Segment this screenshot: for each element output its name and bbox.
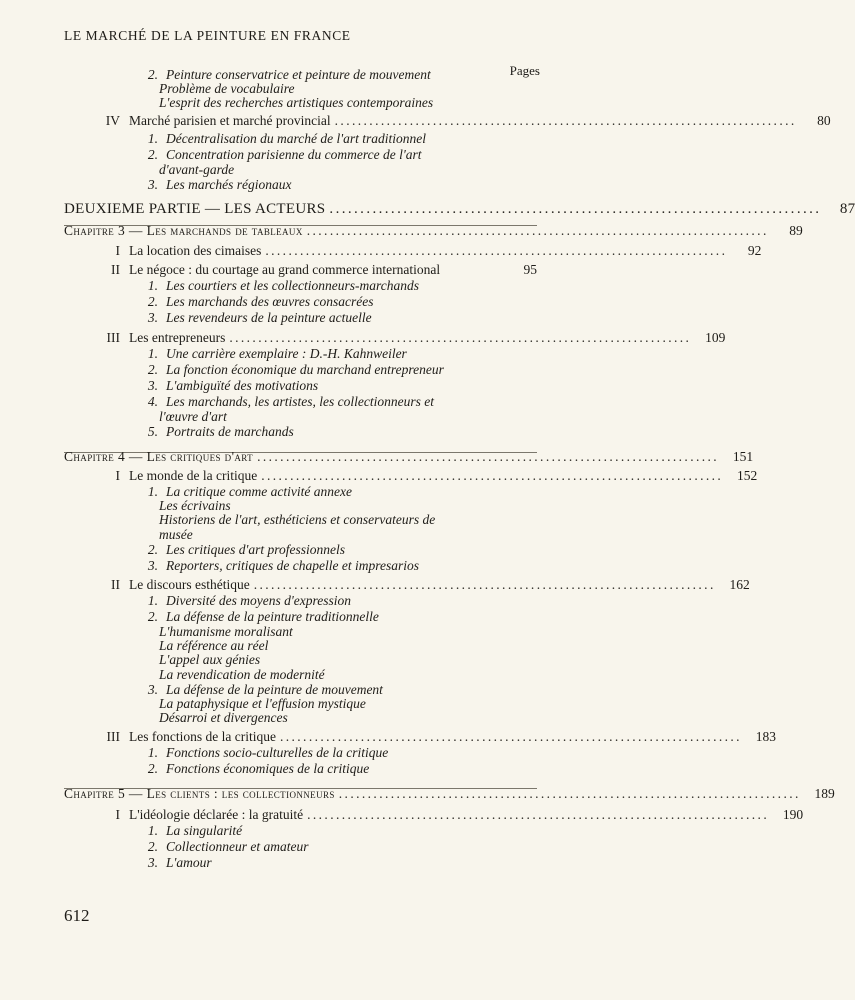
page-ref: 89: [789, 223, 803, 238]
toc-section: [92, 113, 831, 129]
toc-chapter: [64, 223, 803, 239]
page-ref: 183: [755, 729, 776, 744]
toc-section: [92, 729, 776, 745]
toc-subentry: [136, 609, 379, 625]
toc-subentry-continuation: La revendication de modernité: [159, 667, 325, 682]
subentry-number: 3.: [147, 558, 158, 573]
entry-title: Chapitre 3 — Les marchands de tableaux: [64, 223, 303, 238]
subentry-title: Les critiques d'art professionnels: [166, 542, 346, 557]
dot-leader: ................................................................................: [338, 786, 801, 801]
toc-subentry-continuation: musée: [159, 527, 193, 542]
toc-chapter: [64, 786, 835, 802]
page-ref: 190: [782, 807, 804, 822]
dot-leader: ................................................................................: [329, 201, 822, 217]
toc-subentry: [136, 278, 419, 294]
page-ref: 162: [729, 577, 750, 592]
entry-title: L'idéologie déclarée : la gratuité: [129, 807, 304, 822]
running-head: LE MARCHÉ DE LA PEINTURE EN FRANCE: [64, 28, 351, 43]
page-ref: 109: [705, 330, 726, 345]
entry-title: Le discours esthétique: [129, 577, 250, 592]
toc-subentry: [136, 761, 369, 777]
toc-subentry-continuation: L'appel aux génies: [159, 652, 261, 667]
toc-subentry-continuation: L'esprit des recherches artistiques contemporaines: [159, 95, 434, 110]
dot-leader: ................................................................................: [279, 729, 742, 744]
dot-leader: ................................................................................: [334, 113, 797, 128]
subentry-title: Collectionneur et amateur: [166, 839, 309, 854]
toc-subentry: [136, 745, 388, 761]
subentry-title: La défense de la peinture traditionnelle: [166, 609, 379, 624]
section-numeral: I: [115, 807, 120, 822]
dot-leader: ................................................................................: [307, 807, 770, 822]
subentry-number: 5.: [147, 424, 158, 439]
section-numeral: II: [111, 262, 120, 277]
toc-subentry: [136, 839, 308, 855]
dot-leader: ................................................................................: [257, 449, 720, 464]
subentry-title: Concentration parisienne du commerce de l'art: [166, 147, 422, 162]
subentry-number: 2.: [147, 67, 158, 82]
section-numeral: III: [106, 729, 120, 744]
subentry-number: 1.: [147, 593, 158, 608]
subentry-number: 1.: [147, 131, 158, 146]
toc-subentry-continuation: La référence au réel: [159, 638, 269, 653]
subentry-title: Portraits de marchands: [166, 424, 294, 439]
toc-subentry: [136, 378, 318, 394]
toc-subentry: [136, 823, 242, 839]
toc-subentry: [136, 131, 426, 147]
subentry-number: 1.: [147, 346, 158, 361]
toc-section: [92, 807, 804, 823]
subentry-number: 2.: [147, 542, 158, 557]
section-numeral: I: [115, 468, 120, 483]
subentry-title: Les marchands, les artistes, les collectionneurs et: [166, 394, 434, 409]
toc-subentry: [136, 593, 351, 609]
subentry-title: Les courtiers et les collectionneurs-marchands: [166, 278, 419, 293]
section-numeral: I: [115, 243, 120, 258]
subentry-title: Reporters, critiques de chapelle et impresarios: [166, 558, 419, 573]
page-ref: 152: [736, 468, 758, 483]
subentry-title: La défense de la peinture de mouvement: [166, 682, 383, 697]
toc-subentry-continuation: Désarroi et divergences: [159, 710, 288, 725]
toc-subentry: [136, 558, 419, 574]
toc-subentry-continuation: La pataphysique et l'effusion mystique: [159, 696, 366, 711]
subentry-number: 2.: [147, 609, 158, 624]
entry-title: DEUXIEME PARTIE — LES ACTEURS: [64, 201, 326, 217]
toc-section: [92, 468, 758, 484]
section-numeral: II: [111, 577, 120, 592]
toc-subentry: [136, 147, 421, 163]
subentry-number: 1.: [147, 823, 158, 838]
entry-title: La location des cimaises: [129, 243, 262, 258]
dot-leader: ................................................................................: [306, 223, 769, 238]
entry-title: Le négoce : du courtage au grand commerce international: [129, 262, 441, 277]
subentry-title: La singularité: [166, 823, 243, 838]
page-ref: 80: [817, 113, 831, 128]
subentry-number: 2.: [147, 761, 158, 776]
pages-column-label: Pages: [509, 63, 540, 78]
toc-subentry-continuation: d'avant-garde: [159, 162, 235, 177]
section-numeral: IV: [105, 113, 120, 128]
subentry-number: 3.: [147, 177, 158, 192]
entry-title: Chapitre 4 — Les critiques d'art: [64, 449, 254, 464]
dot-leader: ................................................................................: [265, 243, 728, 258]
dot-leader: ................................................................................: [261, 468, 724, 483]
toc-subentry: [136, 855, 212, 871]
subentry-title: Peinture conservatrice et peinture de mouvement: [166, 67, 431, 82]
subentry-number: 3.: [147, 310, 158, 325]
toc-chapter: [64, 449, 754, 465]
entry-title: Chapitre 5 — Les clients : les collectionneurs: [64, 786, 335, 801]
subentry-number: 2.: [147, 294, 158, 309]
toc-section: [92, 577, 750, 593]
toc-subentry: [136, 394, 434, 410]
entry-title: Les entrepreneurs: [129, 330, 226, 345]
toc-subentry-continuation: Historiens de l'art, esthéticiens et conservateurs de: [159, 512, 436, 527]
dot-leader: ................................................................................: [229, 330, 692, 345]
subentry-number: 4.: [147, 394, 158, 409]
entry-title: Le monde de la critique: [129, 468, 258, 483]
toc-subentry: [136, 310, 372, 326]
subentry-title: Les marchés régionaux: [166, 177, 292, 192]
subentry-number: 3.: [147, 378, 158, 393]
subentry-title: Les marchands des œuvres consacrées: [166, 294, 374, 309]
subentry-number: 1.: [147, 745, 158, 760]
toc-part-heading: [64, 201, 855, 217]
toc-subentry-continuation: Les écrivains: [159, 498, 231, 513]
subentry-title: Les revendeurs de la peinture actuelle: [166, 310, 372, 325]
toc-subentry: [136, 294, 373, 310]
subentry-number: 1.: [147, 278, 158, 293]
entry-title: Marché parisien et marché provincial: [129, 113, 331, 128]
page-ref: 87: [839, 201, 855, 217]
subentry-title: Fonctions économiques de la critique: [166, 761, 370, 776]
subentry-number: 3.: [147, 855, 158, 870]
toc-subentry: [136, 542, 345, 558]
toc-subentry-continuation: Problème de vocabulaire: [159, 81, 295, 96]
toc-subentry: [136, 362, 444, 378]
subentry-number: 1.: [147, 484, 158, 499]
toc-subentry-continuation: l'œuvre d'art: [159, 409, 227, 424]
toc-section: [92, 330, 726, 346]
section-numeral: III: [106, 330, 120, 345]
subentry-title: Fonctions socio-culturelles de la critique: [166, 745, 389, 760]
subentry-title: Décentralisation du marché de l'art traditionnel: [166, 131, 426, 146]
toc-subentry: [136, 346, 407, 362]
toc-subentry-continuation: L'humanisme moralisant: [159, 624, 293, 639]
page-ref: 151: [732, 449, 754, 464]
page-ref: 95: [523, 262, 537, 277]
entry-title: Les fonctions de la critique: [129, 729, 276, 744]
subentry-title: L'amour: [166, 855, 212, 870]
subentry-title: La fonction économique du marchand entrepreneur: [166, 362, 444, 377]
subentry-title: La critique comme activité annexe: [166, 484, 352, 499]
page-number: 612: [64, 906, 90, 925]
subentry-title: Diversité des moyens d'expression: [166, 593, 351, 608]
toc-section: [92, 262, 537, 278]
subentry-number: 2.: [147, 147, 158, 162]
toc-subentry: [136, 424, 294, 440]
page-ref: 189: [814, 786, 835, 801]
toc-section: [92, 243, 762, 259]
subentry-title: Une carrière exemplaire : D.-H. Kahnweiler: [166, 346, 407, 361]
toc-subentry: [136, 177, 291, 193]
subentry-number: 2.: [147, 362, 158, 377]
dot-leader: ................................................................................: [253, 577, 716, 592]
subentry-number: 3.: [147, 682, 158, 697]
subentry-title: L'ambiguïté des motivations: [166, 378, 319, 393]
page-ref: 92: [747, 243, 762, 258]
subentry-number: 2.: [147, 839, 158, 854]
